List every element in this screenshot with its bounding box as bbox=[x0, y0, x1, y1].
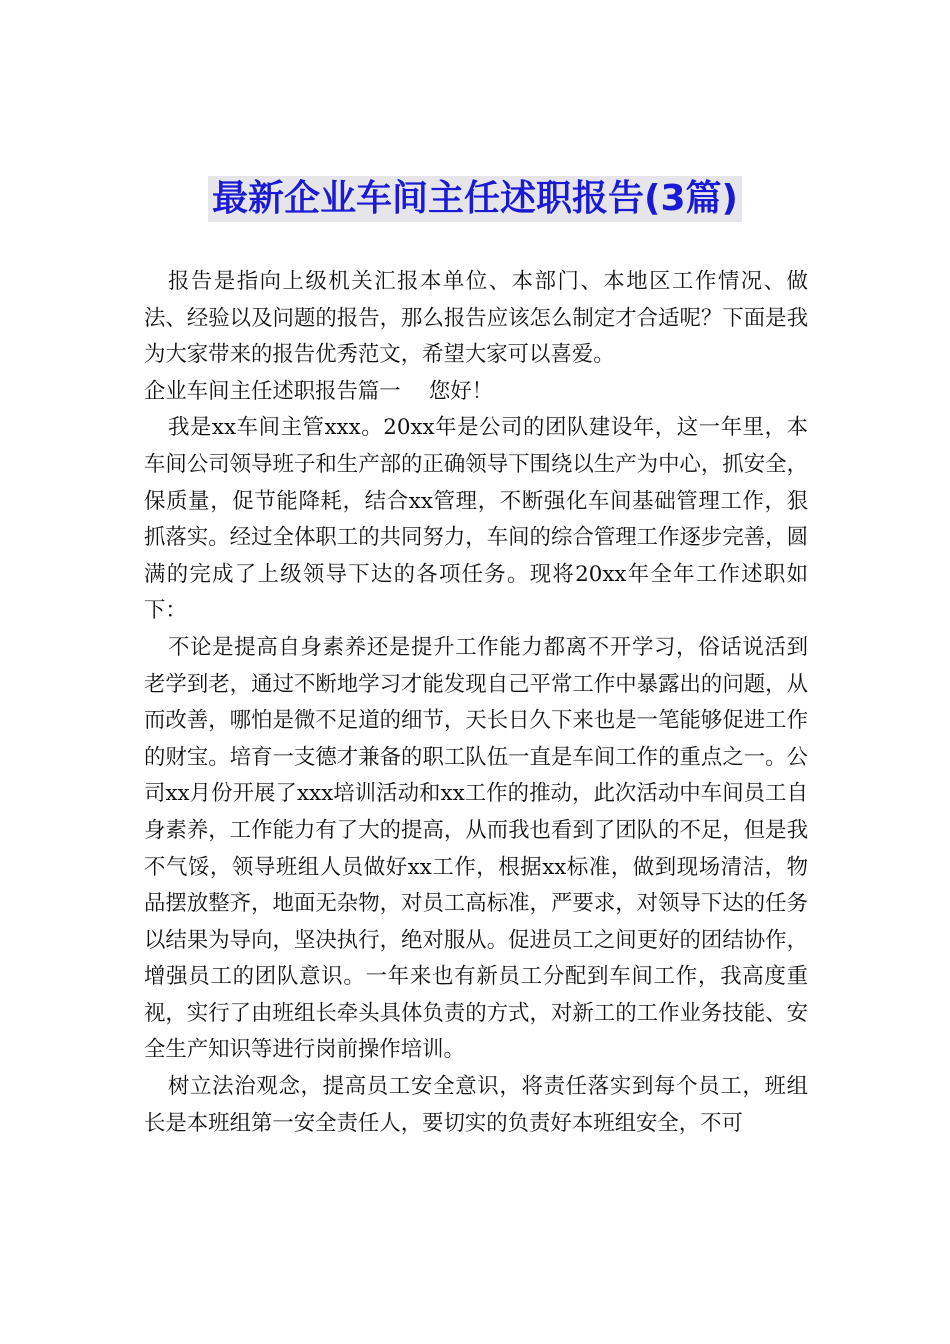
body-paragraph: 树立法治观念，提高员工安全意识，将责任落实到每个员工，班组长是本班组第一安全责任人，要切实的负责好本班组安全，不可 bbox=[144, 1074, 808, 1136]
document-title: 最新企业车间主任述职报告(3篇) bbox=[208, 176, 742, 222]
body-paragraph: 我是xx车间主管xxx。20xx年是公司的团队建设年，这一年里，本车间公司领导班子和生产部的正确领导下围绕以生产为中心，抓安全，保质量，促节能降耗，结合xx管理，不断强化车间基础管理工作，狠抓落实。经过全体职工的共同努力，车间的综合管理工作逐步完善，圆满的完成了上级领导下达的各项任务。现将20xx年全年工作述职如下： bbox=[144, 415, 808, 624]
document-body bbox=[144, 264, 808, 1142]
title-container bbox=[0, 176, 950, 222]
intro-paragraph: 报告是指向上级机关汇报本单位、本部门、本地区工作情况、做法、经验以及问题的报告，那么报告应该怎么制定才合适呢？下面是我为大家带来的报告优秀范文，希望大家可以喜爱。 bbox=[144, 269, 808, 368]
body-paragraph: 不论是提高自身素养还是提升工作能力都离不开学习，俗话说活到老学到老，通过不断地学习才能发现自己平常工作中暴露出的问题，从而改善，哪怕是微不足道的细节，天长日久下来也是一笔能够促进工作的财宝。培育一支德才兼备的职工队伍一直是车间工作的重点之一。公司xx月份开展了xxx培训活动和xx工作的推动，此次活动中车间员工自身素养，工作能力有了大的提高，从而我也看到了团队的不足，但是我不气馁，领导班组人员做好xx工作，根据xx标准，做到现场清洁，物品摆放整齐，地面无杂物，对员工高标准，严要求，对领导下达的任务以结果为导向，坚决执行，绝对服从。促进员工之间更好的团结协作，增强员工的团队意识。一年来也有新员工分配到车间工作，我高度重视，实行了由班组长牵头具体负责的方式，对新工的工作业务技能、安全生产知识等进行岗前操作培训。 bbox=[144, 634, 808, 1063]
section-heading: 企业车间主任述职报告篇一 您好！ bbox=[144, 378, 494, 404]
